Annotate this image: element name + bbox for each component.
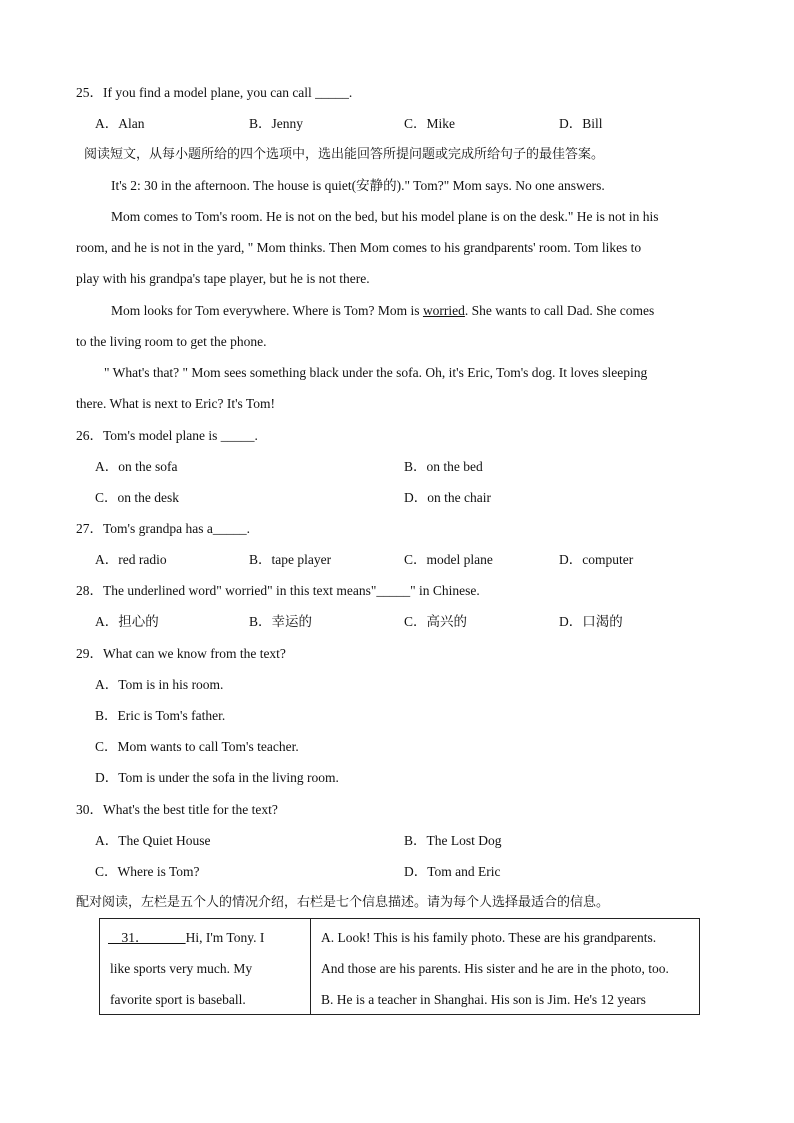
question-26-stem: 26．Tom's model plane is _____. bbox=[76, 428, 258, 443]
question-29-stem: 29．What can we know from the text? bbox=[76, 646, 286, 661]
q28-option-a: A．担心的 bbox=[95, 614, 159, 629]
q29-option-d: D．Tom is under the sofa in the living room. bbox=[95, 770, 339, 785]
underlined-word: worried bbox=[422, 303, 465, 318]
q30-option-b: B．The Lost Dog bbox=[404, 833, 502, 848]
question-25-stem: 25．If you find a model plane, you can call _____. bbox=[76, 85, 353, 100]
question-28-stem: 28．The underlined word" worried" in this text means"_____" in Chinese. bbox=[76, 583, 480, 598]
right-line-1: A. Look! This is his family photo. These are his grandparents. bbox=[321, 930, 657, 945]
left-line-2: like sports very much. My bbox=[110, 961, 253, 976]
q26-option-c: C．on the desk bbox=[95, 490, 179, 505]
q27-option-a: A．red radio bbox=[95, 552, 167, 567]
q25-option-a: A．Alan bbox=[95, 116, 145, 131]
p3-text-a: Mom looks for Tom everywhere. Where is Tom? Mom is bbox=[111, 303, 423, 318]
right-line-3: B. He is a teacher in Shanghai. His son is Jim. He's 12 years bbox=[321, 992, 646, 1007]
matching-table bbox=[99, 918, 700, 1015]
q28-option-d: D．口渴的 bbox=[559, 614, 623, 629]
matching-instruction: 配对阅读，左栏是五个人的情况介绍，右栏是七个信息描述。请为每个人选择最适合的信息。 bbox=[76, 895, 610, 910]
reading-instruction: 阅读短文，从每小题所给的四个选项中，选出能回答所提问题或完成所给句子的最佳答案。 bbox=[84, 147, 605, 162]
passage-paragraph-2-line-3: play with his grandpa's tape player, but he is not there. bbox=[76, 271, 370, 286]
q30-option-c: C．Where is Tom? bbox=[95, 864, 200, 879]
question-30-stem: 30．What's the best title for the text? bbox=[76, 802, 278, 817]
q25-option-b: B．Jenny bbox=[249, 116, 303, 131]
left-line-3: favorite sport is baseball. bbox=[110, 992, 246, 1007]
blank-number: 31． bbox=[121, 930, 149, 945]
q28-option-b: B．幸运的 bbox=[249, 614, 313, 629]
q29-option-b: B．Eric is Tom's father. bbox=[95, 708, 226, 723]
passage-paragraph-2-line-2: room, and he is not in the yard, " Mom thinks. Then Mom comes to his grandparents' room. Tom likes to bbox=[76, 240, 642, 255]
left-line-1: Hi, I'm Tony. I bbox=[185, 930, 265, 945]
passage-paragraph-3-line-2: to the living room to get the phone. bbox=[76, 334, 267, 349]
p3-text-b: . She wants to call Dad. She comes bbox=[464, 303, 655, 318]
passage-paragraph-1: It's 2: 30 in the afternoon. The house is quiet(安静的)." Tom?" Mom says. No one answers. bbox=[111, 178, 605, 193]
q27-option-d: D．computer bbox=[559, 552, 634, 567]
q27-option-c: C．model plane bbox=[404, 552, 493, 567]
q25-option-c: C．Mike bbox=[404, 116, 456, 131]
q30-option-a: A．The Quiet House bbox=[95, 833, 211, 848]
q26-option-b: B．on the bed bbox=[404, 459, 483, 474]
passage-paragraph-4-line-2: there. What is next to Eric? It's Tom! bbox=[76, 396, 275, 411]
q26-option-d: D．on the chair bbox=[404, 490, 491, 505]
q30-option-d: D．Tom and Eric bbox=[404, 864, 501, 879]
q28-option-c: C．高兴的 bbox=[404, 614, 468, 629]
q29-option-c: C．Mom wants to call Tom's teacher. bbox=[95, 739, 299, 754]
passage-paragraph-2-line-1: Mom comes to Tom's room. He is not on the bed, but his model plane is on the desk." He is not in his bbox=[111, 209, 659, 224]
question-27-stem: 27．Tom's grandpa has a_____. bbox=[76, 521, 250, 536]
q29-option-a: A．Tom is in his room. bbox=[95, 677, 224, 692]
right-line-2: And those are his parents. His sister and he are in the photo, too. bbox=[321, 961, 669, 976]
answer-blank-31[interactable] bbox=[108, 930, 186, 945]
q26-option-a: A．on the sofa bbox=[95, 459, 178, 474]
passage-paragraph-4-line-1: " What's that? " Mom sees something black under the sofa. Oh, it's Eric, Tom's dog. It loves sleeping bbox=[104, 365, 648, 380]
q27-option-b: B．tape player bbox=[249, 552, 332, 567]
left-column-cell bbox=[100, 919, 311, 1015]
q25-option-d: D．Bill bbox=[559, 116, 603, 131]
passage-paragraph-3-line-1 bbox=[111, 302, 654, 320]
right-column-cell bbox=[311, 919, 700, 1015]
